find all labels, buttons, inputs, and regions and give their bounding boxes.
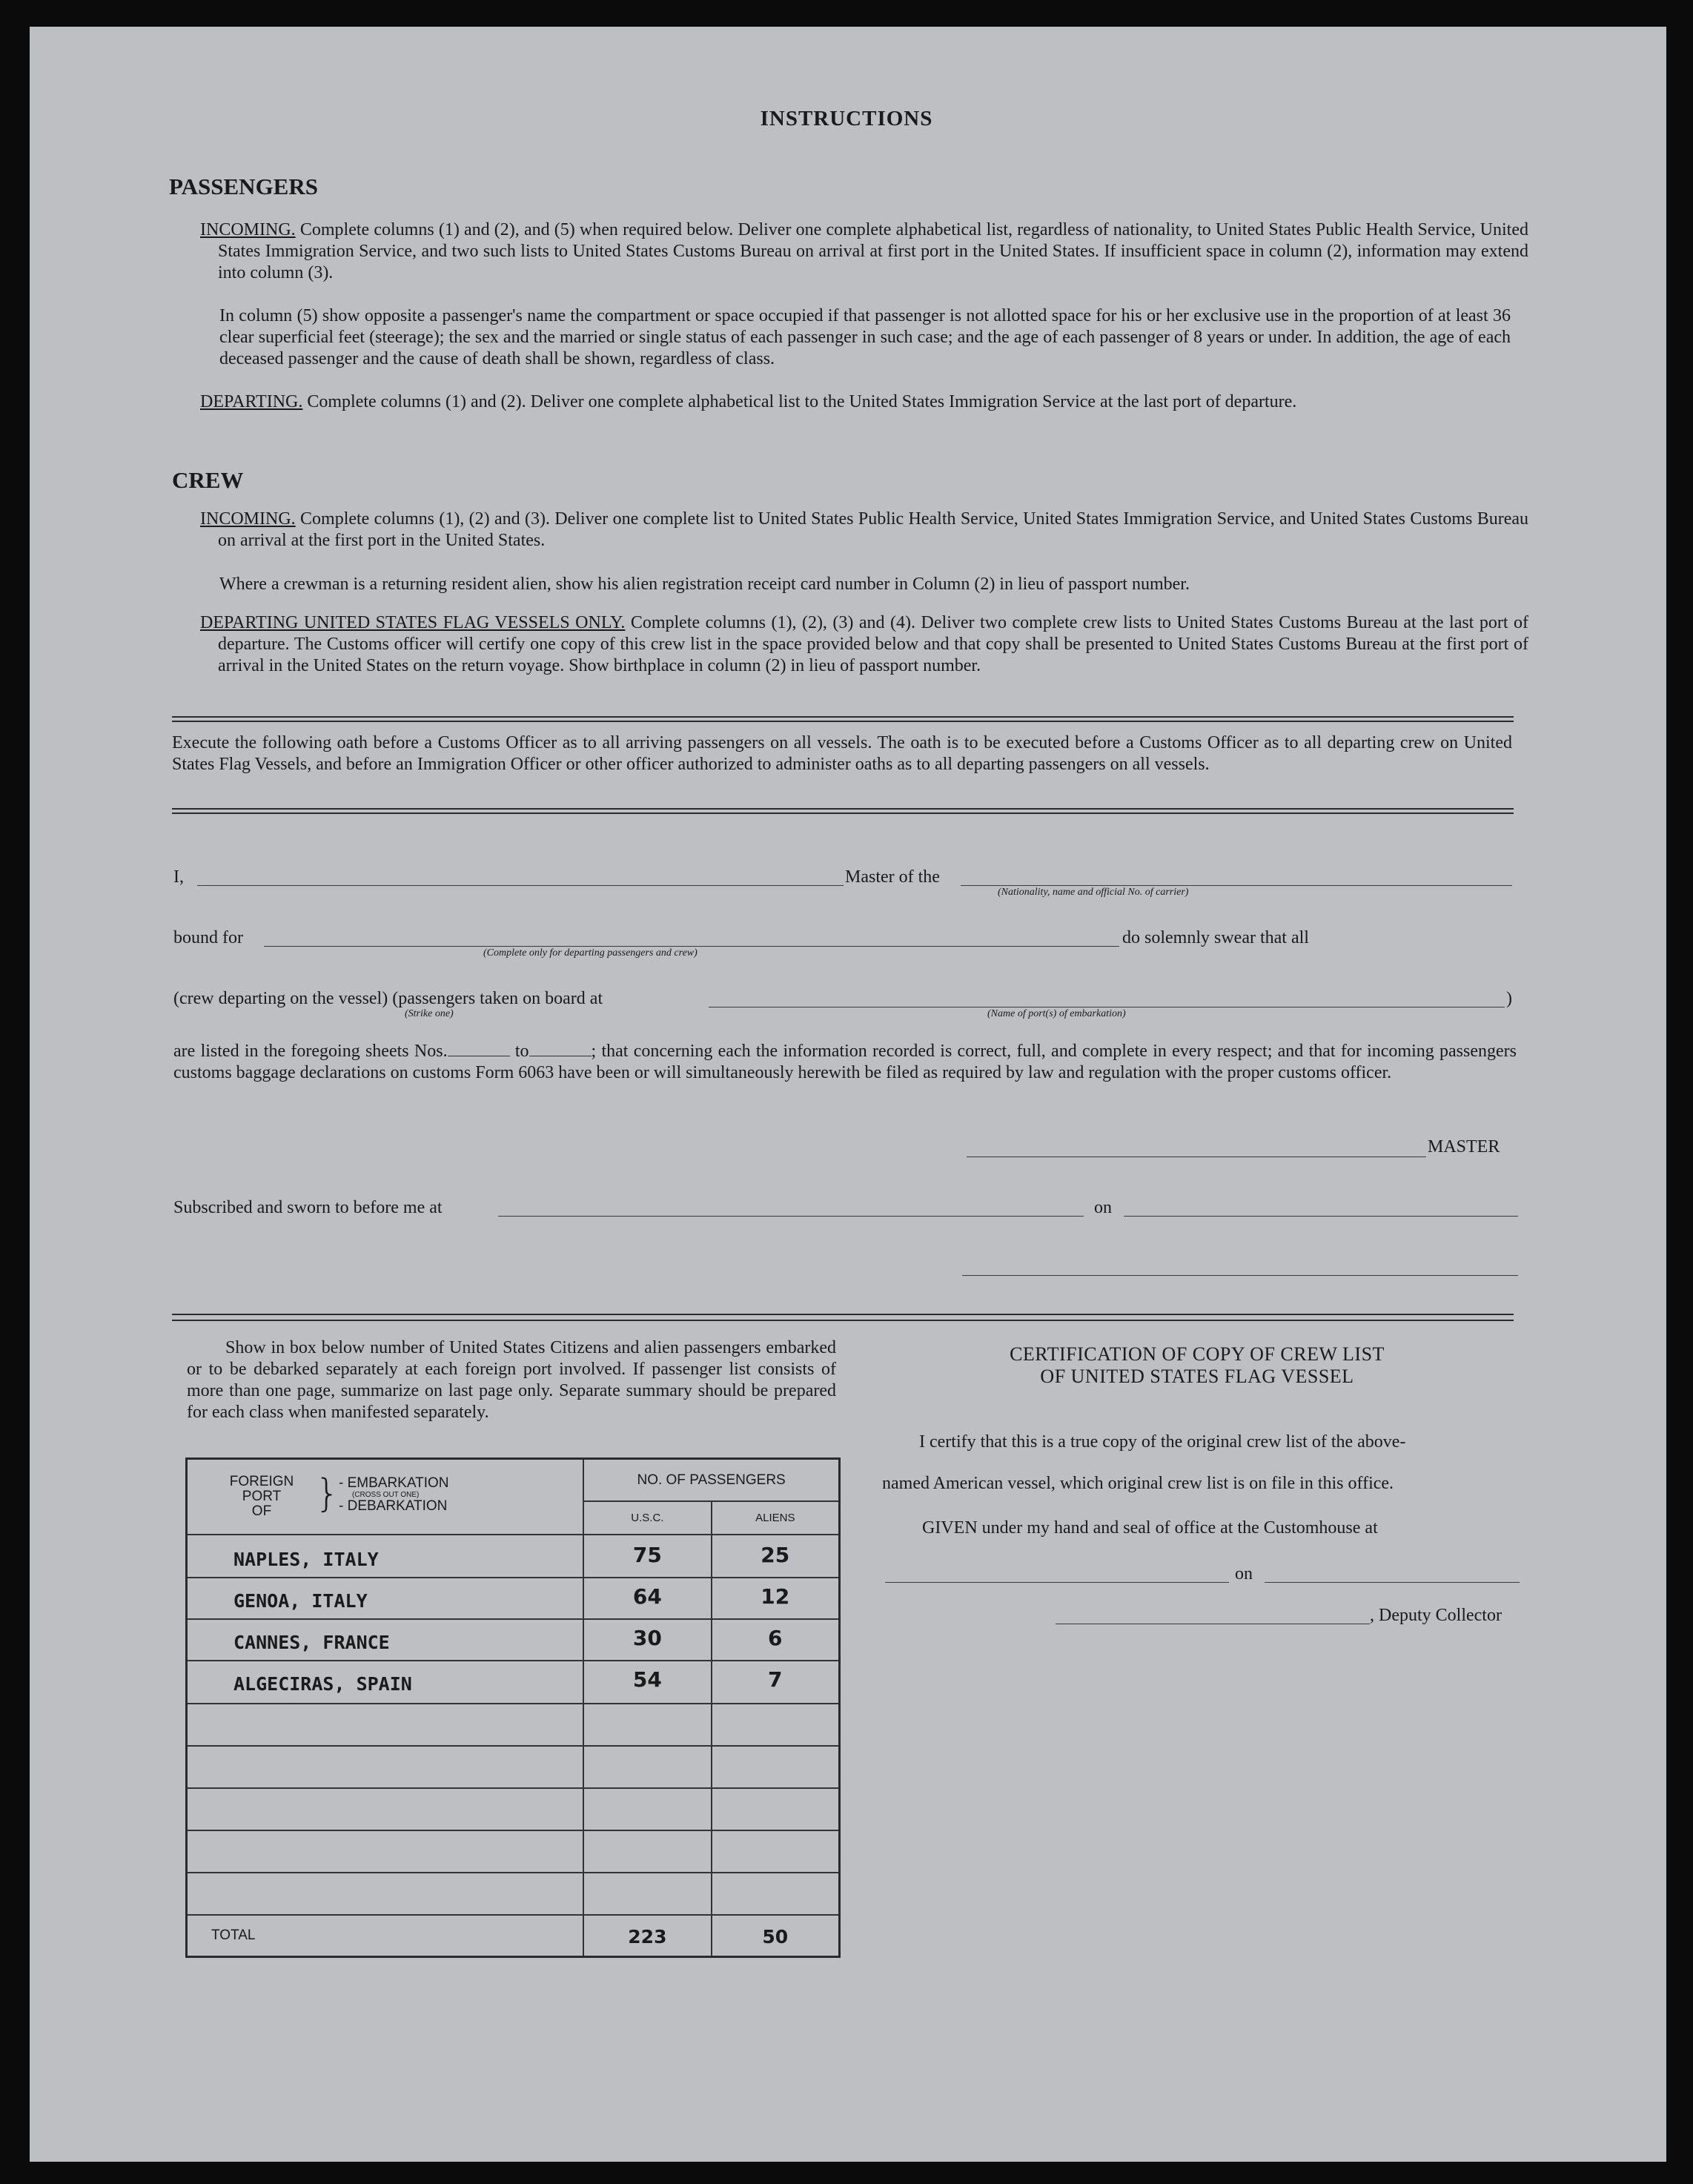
- sheets-text-end: ; that concerning each the information recorded is correct, full, and complete in every respect; and that for incoming passengers customs baggage declarations on customs Form 6063 have been or will simultaneously herewith be filed as required by law and regulation with the proper customs officer.: [173, 1042, 1517, 1082]
- aliens-cell[interactable]: 25: [712, 1535, 840, 1578]
- usc-header: U.S.C.: [583, 1501, 711, 1535]
- certification-title-line1: CERTIFICATION OF COPY OF CREW LIST: [1010, 1343, 1385, 1365]
- port-cell[interactable]: [187, 1788, 584, 1830]
- table-row: [187, 1535, 840, 1578]
- sheets-text-start: are listed in the foregoing sheets Nos.: [173, 1042, 448, 1061]
- aliens-header: ALIENS: [712, 1501, 840, 1535]
- total-usc-cell[interactable]: 223: [583, 1915, 711, 1956]
- certify-line2: named American vessel, which original crew list is on file in this office.: [882, 1474, 1394, 1493]
- bound-for-label: bound for: [173, 928, 243, 947]
- usc-cell[interactable]: [583, 1746, 711, 1788]
- table-row: [187, 1619, 840, 1661]
- crew-incoming-paragraph: [200, 509, 1528, 552]
- usc-cell[interactable]: 64: [583, 1578, 711, 1619]
- certification-title: [875, 1343, 1520, 1388]
- table-row-empty: [187, 1873, 840, 1915]
- oath-intro: Execute the following oath before a Customs Officer as to all arriving passengers on all vessels. The oath is to be executed before a Customs Officer as to all departing crew on United States Flag Vessels, and before an Immigration Officer or other officer authorized to administer oaths as to all departing passengers on all vessels.: [172, 733, 1512, 774]
- divider: [172, 716, 1514, 718]
- passengers-departing-label: DEPARTING.: [200, 392, 303, 411]
- port-cell[interactable]: NAPLES, ITALY: [187, 1535, 584, 1578]
- aliens-cell[interactable]: 12: [712, 1578, 840, 1619]
- table-row-empty: [187, 1746, 840, 1788]
- header-foreign: FOREIGN: [229, 1474, 294, 1489]
- port-cell[interactable]: [187, 1873, 584, 1915]
- complete-only-caption: (Complete only for departing passengers and crew): [483, 947, 698, 959]
- passengers-incoming-label: INCOMING.: [200, 220, 296, 239]
- usc-cell[interactable]: 75: [583, 1535, 711, 1578]
- crew-heading: CREW: [172, 467, 244, 493]
- usc-cell[interactable]: [583, 1873, 711, 1915]
- total-aliens-cell[interactable]: 50: [712, 1915, 840, 1956]
- crew-resident-paragraph: Where a crewman is a returning resident alien, show his alien registration receipt card number in Column (2) in lieu of passport number.: [219, 575, 1190, 594]
- port-cell[interactable]: [187, 1704, 584, 1746]
- port-header-cell: [187, 1459, 584, 1535]
- header-cross-out: (CROSS OUT ONE): [352, 1491, 420, 1499]
- header-of: OF: [251, 1503, 272, 1519]
- divider: [172, 721, 1514, 722]
- subscribed-label: Subscribed and sworn to before me at: [173, 1198, 443, 1217]
- aliens-cell[interactable]: [712, 1830, 840, 1873]
- customhouse-line[interactable]: [885, 1582, 1229, 1583]
- instructions-title: INSTRUCTIONS: [760, 107, 933, 130]
- aliens-cell[interactable]: [712, 1788, 840, 1830]
- table-row-empty: [187, 1830, 840, 1873]
- aliens-cell[interactable]: 7: [712, 1661, 840, 1704]
- port-cell[interactable]: [187, 1830, 584, 1873]
- master-label: MASTER: [1428, 1137, 1500, 1156]
- passengers-column5-paragraph: In column (5) show opposite a passenger's name the compartment or space occupied if that passenger is not allotted space for his or her exclusive use in the proportion of at least 36 clear superficial feet (steerage); the sex and the married or single status of each passenger in such case; and the age of each passenger of 8 years or under. In addition, the age of each deceased passenger and the cause of death shall be shown, regardless of class.: [219, 306, 1511, 368]
- usc-cell[interactable]: [583, 1788, 711, 1830]
- brace-icon: }: [315, 1472, 340, 1516]
- nationality-caption: (Nationality, name and official No. of carrier): [998, 887, 1189, 898]
- crew-departing-text: Complete columns (1), (2), (3) and (4). Deliver two complete crew lists to United States Customs Bureau at the last port of departure. The Customs officer will certify one copy of this crew list in the space provided below and that copy shall be presented to United States Customs Bureau at the first port of arrival in the United States on the return voyage. Show birthplace in column (2) in lieu of passport number.: [218, 613, 1528, 675]
- aliens-cell[interactable]: [712, 1746, 840, 1788]
- usc-cell[interactable]: 30: [583, 1619, 711, 1661]
- usc-cell[interactable]: [583, 1830, 711, 1873]
- passengers-incoming-paragraph: [200, 219, 1528, 284]
- aliens-cell[interactable]: [712, 1873, 840, 1915]
- table-row-empty: [187, 1788, 840, 1830]
- total-row: [187, 1915, 840, 1956]
- table-row: [187, 1661, 840, 1704]
- table-row-empty: [187, 1704, 840, 1746]
- usc-cell[interactable]: [583, 1704, 711, 1746]
- sheets-paragraph: [173, 1041, 1517, 1084]
- sworn-date-line[interactable]: [1124, 1216, 1518, 1217]
- cert-on-label: on: [1235, 1564, 1253, 1584]
- oath-master-of-label: Master of the: [845, 867, 940, 887]
- carrier-line[interactable]: [961, 885, 1512, 886]
- solemnly-swear-text: do solemnly swear that all: [1122, 928, 1309, 947]
- passengers-incoming-text: Complete columns (1) and (2), and (5) when required below. Deliver one complete alphabetical list, regardless of nationality, to United States Public Health Service, United States Immigration Service, and two such lists to United States Customs Bureau on arrival at first port in the United States. If insufficient space in column (2), information may extend into column (3).: [218, 220, 1528, 282]
- crew-departing-paragraph: [200, 612, 1528, 677]
- header-embarkation: - EMBARKATION: [339, 1475, 449, 1491]
- port-cell[interactable]: CANNES, FRANCE: [187, 1619, 584, 1661]
- no-passengers-header: NO. OF PASSENGERS: [583, 1459, 839, 1502]
- usc-cell[interactable]: 54: [583, 1661, 711, 1704]
- divider: [172, 808, 1514, 810]
- certification-title-line2: OF UNITED STATES FLAG VESSEL: [1040, 1366, 1354, 1387]
- passengers-departing-text: Complete columns (1) and (2). Deliver one complete alphabetical list to the United States Immigration Service at the last port of departure.: [307, 392, 1297, 411]
- strike-one-caption: (Strike one): [405, 1008, 454, 1019]
- aliens-cell[interactable]: 6: [712, 1619, 840, 1661]
- master-signature-line[interactable]: [967, 1156, 1426, 1157]
- port-cell[interactable]: GENOA, ITALY: [187, 1578, 584, 1619]
- cert-date-line[interactable]: [1265, 1582, 1520, 1583]
- master-name-line[interactable]: [197, 885, 844, 886]
- passengers-heading: PASSENGERS: [169, 173, 318, 199]
- aliens-cell[interactable]: [712, 1704, 840, 1746]
- divider: [172, 1314, 1514, 1315]
- total-label: TOTAL: [187, 1915, 584, 1956]
- port-cell[interactable]: ALGECIRAS, SPAIN: [187, 1661, 584, 1704]
- port-cell[interactable]: [187, 1746, 584, 1788]
- embark-debark-header: [339, 1476, 449, 1514]
- deputy-collector-label: , Deputy Collector: [1370, 1606, 1502, 1625]
- given-text: GIVEN under my hand and seal of office at the Customhouse at: [922, 1518, 1378, 1538]
- passengers-departing-paragraph: [200, 391, 1528, 413]
- port-names-caption: (Name of port(s) of embarkation): [987, 1008, 1126, 1019]
- officer-signature-line[interactable]: [962, 1275, 1518, 1276]
- table-row: [187, 1578, 840, 1619]
- summary-instructions: Show in box below number of United States Citizens and alien passengers embarked or to be debarked separately at each foreign port involved. If passenger list consists of more than one page, summarize on last page only. Separate summary should be prepared for each class when manifested separately.: [187, 1338, 836, 1422]
- header-port: PORT: [242, 1489, 282, 1504]
- close-paren: ): [1506, 989, 1512, 1008]
- crew-incoming-text: Complete columns (1), (2) and (3). Deliver one complete list to United States Public Health Service, United States Immigration Service, and United States Customs Bureau on arrival at the first port in the United States.: [218, 509, 1529, 550]
- sheets-to-label: to: [514, 1042, 529, 1061]
- bound-for-line[interactable]: [264, 946, 1119, 947]
- foreign-port-of-header: [217, 1475, 306, 1519]
- crew-passengers-option: (crew departing on the vessel) (passengers taken on board at: [173, 989, 603, 1008]
- sworn-on-label: on: [1094, 1198, 1112, 1217]
- divider: [172, 1320, 1514, 1321]
- certify-line1: I certify that this is a true copy of the original crew list of the above-: [919, 1432, 1406, 1452]
- oath-i-label: I,: [173, 867, 184, 887]
- sworn-place-line[interactable]: [498, 1216, 1084, 1217]
- divider: [172, 813, 1514, 814]
- header-debarkation: - DEBARKATION: [339, 1498, 448, 1514]
- table-header-row: [187, 1459, 840, 1502]
- passenger-summary-table: [185, 1457, 841, 1958]
- crew-incoming-label: INCOMING.: [200, 509, 296, 529]
- crew-departing-label: DEPARTING UNITED STATES FLAG VESSELS ONLY.: [200, 613, 626, 632]
